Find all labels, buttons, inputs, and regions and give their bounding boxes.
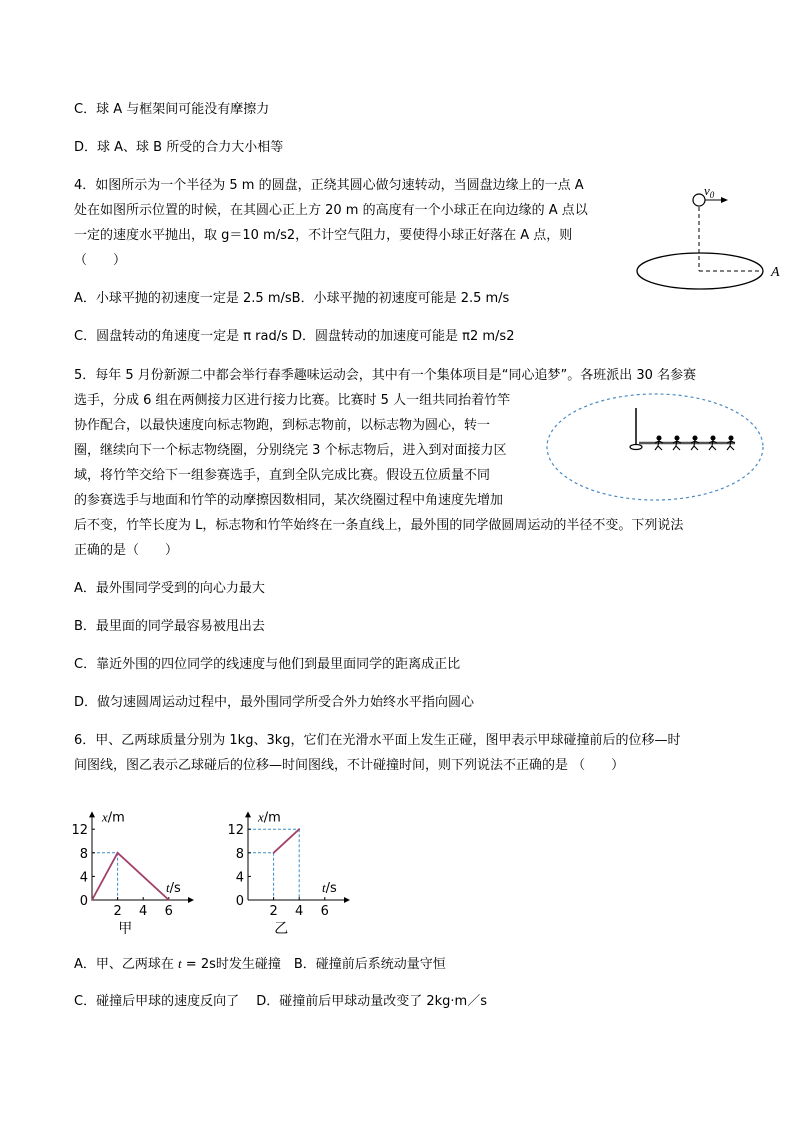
q5-line-5: 域，将竹竿交给下一组参赛选手，直到全队完成比赛。假设五位质量不同	[74, 468, 491, 483]
y-tick-label: 12	[71, 823, 88, 839]
q5-option-d: D．做匀速圆周运动过程中，最外围同学所受合外力始终水平指向圆心	[74, 695, 475, 710]
v0-label: $v_0$	[704, 183, 715, 200]
q5-line-3: 协作配合，以最快速度向标志物跑，到标志物前，以标志物为圆心，转一	[74, 418, 491, 433]
q4-line-3: 一定的速度水平抛出，取 g＝10 m/s2，不计空气阻力，要使得小球正好落在 A 点，则	[74, 228, 573, 243]
q4-line-1: 4．如图所示为一个半径为 5 m 的圆盘，正绕其圆心做匀速转动，当圆盘边缘上的一点 A	[74, 178, 584, 193]
q6-line-1: 6．甲、乙两球质量分别为 1kg、3kg，它们在光滑水平面上发生正碰，图甲表示甲球碰撞前后的位移—时	[74, 733, 681, 748]
runner-icon	[727, 436, 735, 450]
x-tick-label: 6	[320, 904, 329, 919]
data-point	[91, 899, 93, 901]
y-tick-label: 12	[227, 823, 244, 839]
y-axis-var: x	[258, 809, 264, 825]
data-point	[273, 852, 275, 854]
y-axis-unit: /m	[107, 810, 125, 826]
q5-option-b: B．最里面的同学最容易被甩出去	[74, 619, 265, 634]
chart-caption: 乙	[274, 921, 289, 937]
q4-line-4: （ ）	[74, 253, 127, 268]
q4-option-ab: A．小球平抛的初速度一定是 2.5 m/sB．小球平抛的初速度可能是 2.5 m/s	[74, 291, 510, 306]
series-line	[274, 829, 300, 853]
prev-option-d: D．球 A、球 B 所受的合力大小相等	[74, 140, 284, 155]
q5-option-a: A．最外围同学受到的向心力最大	[74, 581, 265, 596]
runner-icon	[709, 436, 717, 450]
x-tick-label: 2	[269, 904, 278, 919]
chart-jia	[62, 792, 222, 942]
q6-option-a-var: t	[178, 956, 182, 971]
y-axis-label	[101, 809, 125, 825]
q6-option-ab	[74, 955, 446, 974]
x-axis-label	[322, 880, 337, 896]
y-axis-var: x	[102, 809, 108, 825]
q6-line-2: 间图线，图乙表示乙球碰后的位移—时间图线，不计碰撞时间，则下列说法不正确的是 （ ）	[74, 758, 625, 773]
q4-line-2: 处在如图所示位置的时候，在其圆心正上方 20 m 的高度有一个小球正在向边缘的 A 点以	[74, 203, 588, 218]
q4-disc-figure	[630, 180, 790, 290]
runner-icon	[673, 436, 681, 450]
point-a-label: A	[771, 265, 780, 280]
x-axis-var: t	[322, 880, 326, 895]
q5-option-c: C．靠近外围的四位同学的线速度与他们到最里面同学的距离成正比	[74, 657, 461, 672]
x-tick-label: 4	[295, 904, 304, 919]
y-axis-arrow	[245, 811, 251, 817]
x-tick-label: 2	[113, 904, 122, 919]
velocity-arrowhead	[721, 197, 728, 203]
x-axis-var: t	[166, 880, 170, 895]
x-axis-unit: /s	[325, 881, 337, 896]
marker-base	[630, 445, 642, 450]
q5-line-1: 5．每年 5 月份新源二中都会举行春季趣味运动会，其中有一个集体项目是“同心追梦”。各班派出 30 名参赛	[74, 368, 697, 383]
prev-option-c: C．球 A 与框架间可能没有摩擦力	[74, 102, 270, 117]
runner-icon	[655, 436, 663, 450]
q5-line-4: 圈，继续向下一个标志物绕圈，分别绕完 3 个标志物后，进入到对面接力区	[74, 443, 507, 458]
y-tick-label: 8	[235, 846, 244, 862]
y-axis-unit: /m	[263, 810, 281, 826]
chart-caption: 甲	[118, 921, 133, 937]
q5-line-6: 的参赛选手与地面和竹竿的动摩擦因数相同，某次绕圈过程中角速度先增加	[74, 493, 504, 508]
data-point	[117, 852, 119, 854]
q6-option-cd: C．碰撞后甲球的速度反向了 D．碰撞前后甲球动量改变了 2kg·m／s	[74, 994, 487, 1009]
series-line	[92, 853, 169, 900]
q5-line-2: 选手，分成 6 组在两侧接力区进行接力比赛。比赛时 5 人一组共同抬着竹竿	[74, 393, 511, 408]
q5-line-7: 后不变，竹竿长度为 L，标志物和竹竿始终在一条直线上，最外围的同学做圆周运动的半径不变。下列说法	[74, 518, 684, 533]
q4-option-cd: C．圆盘转动的角速度一定是 π rad/s D．圆盘转动的加速度可能是 π2 m/s2	[74, 329, 515, 344]
x-axis-arrow	[344, 897, 350, 903]
q5-relay-figure	[545, 390, 775, 505]
runner-icon	[691, 436, 699, 450]
chart-yi	[218, 792, 378, 942]
q6-option-b-text: = 2s时发生碰撞 B．碰撞前后系统动量守恒	[181, 957, 446, 972]
y-tick-label: 8	[79, 846, 88, 862]
x-axis-label	[166, 880, 181, 896]
y-axis-arrow	[89, 811, 95, 817]
x-tick-label: 6	[164, 904, 173, 919]
y-axis-label	[257, 809, 281, 825]
q5-line-8: 正确的是（ ）	[74, 543, 179, 558]
y-tick-label: 4	[79, 870, 88, 886]
x-tick-label: 4	[139, 904, 148, 919]
x-axis-unit: /s	[169, 881, 181, 896]
y-tick-label: 4	[235, 870, 244, 886]
q6-option-a-text: A．甲、乙两球在	[74, 957, 179, 972]
data-point	[168, 899, 170, 901]
origin-label: 0	[235, 894, 244, 909]
x-axis-arrow	[188, 897, 194, 903]
origin-label: 0	[79, 894, 88, 909]
data-point	[298, 828, 300, 830]
